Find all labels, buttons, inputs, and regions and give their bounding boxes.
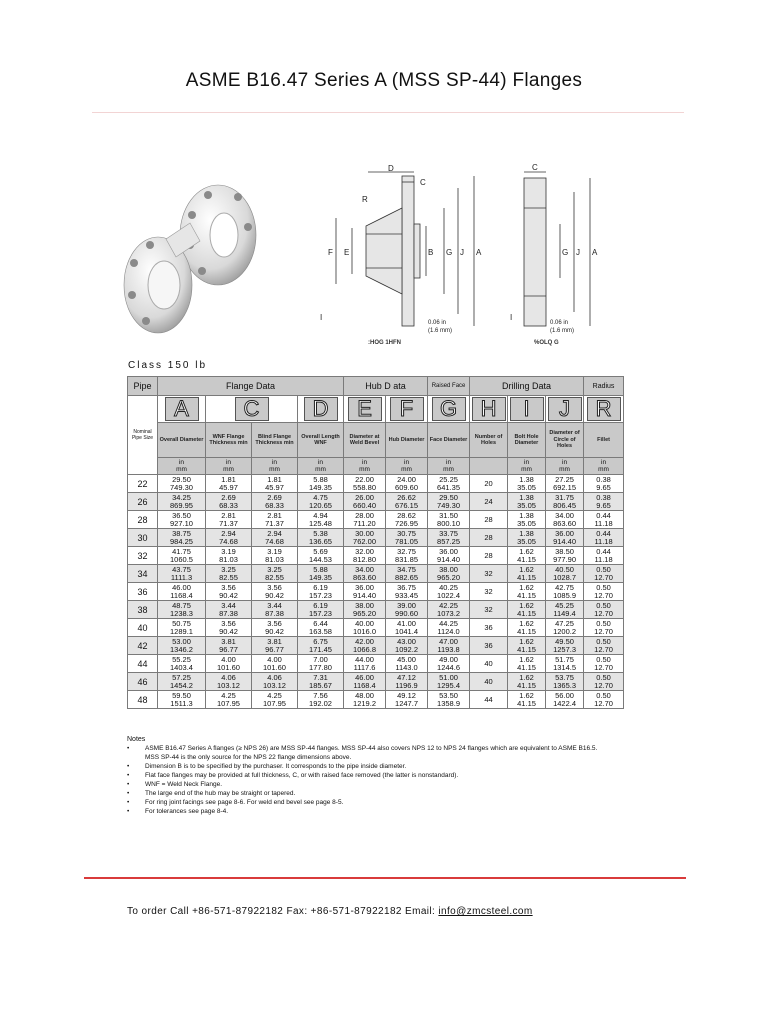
cell-c2: 3.19 81.03	[252, 547, 298, 565]
letter-h: H	[472, 397, 506, 421]
cell-r: 0.38 9.65	[584, 475, 624, 493]
blind-flange-drawing	[510, 163, 610, 343]
cell-g: 49.00 1244.6	[428, 655, 470, 673]
cell-c: 3.56 90.42	[206, 583, 252, 601]
svg-text:A: A	[476, 248, 482, 257]
weld-neck-caption: :HOG 1HFN	[368, 340, 401, 346]
cell-pipe: 34	[128, 565, 158, 583]
cell-c2: 4.06 103.12	[252, 673, 298, 691]
cell-r: 0.44 11.18	[584, 529, 624, 547]
cell-e: 46.00 1168.4	[344, 673, 386, 691]
letter-f: F	[390, 397, 424, 421]
cell-g: 51.00 1295.4	[428, 673, 470, 691]
svg-text:B: B	[428, 248, 434, 257]
cell-f: 32.75 831.85	[386, 547, 428, 565]
cell-i: 1.62 41.15	[508, 637, 546, 655]
cell-j: 51.75 1314.5	[546, 655, 584, 673]
cell-f: 36.75 933.45	[386, 583, 428, 601]
cell-a: 59.50 1511.3	[158, 691, 206, 709]
table-row	[128, 583, 624, 601]
cell-e: 28.00 711.20	[344, 511, 386, 529]
cell-g: 40.25 1022.4	[428, 583, 470, 601]
cell-j: 56.00 1422.4	[546, 691, 584, 709]
cell-c2: 2.69 68.33	[252, 493, 298, 511]
cell-pipe: 26	[128, 493, 158, 511]
cell-g: 29.50 749.30	[428, 493, 470, 511]
desc-bolt-circle-diameter: Diameter of Circle of Holes	[546, 423, 584, 458]
cell-g: 31.50 800.10	[428, 511, 470, 529]
cell-r: 0.38 9.65	[584, 493, 624, 511]
cell-i: 1.38 35.05	[508, 511, 546, 529]
cell-d: 5.38 136.65	[298, 529, 344, 547]
cell-e: 40.00 1016.0	[344, 619, 386, 637]
cell-j: 38.50 977.90	[546, 547, 584, 565]
table-description-row	[128, 423, 624, 458]
cell-a: 57.25 1454.2	[158, 673, 206, 691]
cell-a: 46.00 1168.4	[158, 583, 206, 601]
cell-h: 20	[470, 475, 508, 493]
svg-text:A: A	[592, 248, 598, 257]
notes-section	[127, 735, 607, 816]
cell-c: 3.81 96.77	[206, 637, 252, 655]
cell-d: 6.75 171.45	[298, 637, 344, 655]
desc-fillet: Fillet	[584, 423, 624, 458]
cell-f: 30.75 781.05	[386, 529, 428, 547]
desc-hub-diameter: Hub Diameter	[386, 423, 428, 458]
cell-h: 32	[470, 583, 508, 601]
flange-photo	[120, 183, 260, 343]
cell-c2: 3.25 82.55	[252, 565, 298, 583]
cell-c: 3.25 82.55	[206, 565, 252, 583]
cell-g: 42.25 1073.2	[428, 601, 470, 619]
table-row	[128, 475, 624, 493]
cell-c: 2.69 68.33	[206, 493, 252, 511]
cell-c2: 1.81 45.97	[252, 475, 298, 493]
table-group-header	[128, 377, 624, 396]
table-row	[128, 511, 624, 529]
table-row	[128, 655, 624, 673]
cell-pipe: 40	[128, 619, 158, 637]
table-row	[128, 601, 624, 619]
cell-a: 38.75 984.25	[158, 529, 206, 547]
cell-f: 41.00 1041.4	[386, 619, 428, 637]
group-pipe: Pipe	[128, 377, 158, 396]
cell-g: 25.25 641.35	[428, 475, 470, 493]
cell-a: 48.75 1238.3	[158, 601, 206, 619]
cell-d: 6.19 157.23	[298, 601, 344, 619]
cell-r: 0.50 12.70	[584, 601, 624, 619]
cell-pipe: 38	[128, 601, 158, 619]
notes-list	[127, 744, 607, 816]
group-flange-data: Flange Data	[158, 377, 344, 396]
cell-d: 4.75 120.65	[298, 493, 344, 511]
letter-i: I	[510, 397, 544, 421]
cell-d: 6.44 163.58	[298, 619, 344, 637]
cell-c: 2.81 71.37	[206, 511, 252, 529]
cell-j: 45.25 1149.4	[546, 601, 584, 619]
unit-cell: in mm	[298, 458, 344, 475]
footer-divider	[84, 877, 686, 879]
svg-text:J: J	[460, 248, 464, 257]
table-row	[128, 637, 624, 655]
cell-pipe: 48	[128, 691, 158, 709]
cell-f: 49.12 1247.7	[386, 691, 428, 709]
blind-flange-caption: %OLQ G	[534, 340, 559, 346]
letter-g: G	[432, 397, 466, 421]
flange-figures	[120, 163, 610, 358]
unit-cell: in mm	[428, 458, 470, 475]
svg-text:I: I	[320, 313, 323, 322]
table-row	[128, 673, 624, 691]
cell-d: 7.31 185.67	[298, 673, 344, 691]
cell-h: 40	[470, 655, 508, 673]
cell-c: 3.56 90.42	[206, 619, 252, 637]
cell-r: 0.50 12.70	[584, 691, 624, 709]
cell-h: 28	[470, 529, 508, 547]
desc-overall-diameter: Overall Diameter	[158, 423, 206, 458]
cell-g: 33.75 857.25	[428, 529, 470, 547]
cell-r: 0.50 12.70	[584, 637, 624, 655]
cell-e: 38.00 965.20	[344, 601, 386, 619]
unit-cell: in mm	[546, 458, 584, 475]
cell-d: 4.94 125.48	[298, 511, 344, 529]
cell-c2: 4.25 107.95	[252, 691, 298, 709]
desc-overall-length: Overall Length WNF	[298, 423, 344, 458]
pipe-size-label: Nominal Pipe Size	[128, 396, 158, 475]
cell-d: 7.56 192.02	[298, 691, 344, 709]
svg-text:I: I	[510, 313, 513, 322]
desc-face-diameter: Face Diameter	[428, 423, 470, 458]
unit-cell: in mm	[344, 458, 386, 475]
cell-e: 30.00 762.00	[344, 529, 386, 547]
table-body	[128, 475, 624, 709]
cell-j: 36.00 914.40	[546, 529, 584, 547]
letter-d: D	[304, 397, 338, 421]
cell-c: 4.06 103.12	[206, 673, 252, 691]
cell-h: 32	[470, 565, 508, 583]
cell-r: 0.44 11.18	[584, 547, 624, 565]
cell-r: 0.50 12.70	[584, 565, 624, 583]
cell-c: 3.44 87.38	[206, 601, 252, 619]
contact-text: To order Call +86-571-87922182 Fax: +86-571-87922182 Email:	[127, 906, 439, 917]
table-row	[128, 691, 624, 709]
cell-g: 53.50 1358.9	[428, 691, 470, 709]
cell-a: 41.75 1060.5	[158, 547, 206, 565]
cell-g: 47.00 1193.8	[428, 637, 470, 655]
table-letter-row	[128, 396, 624, 423]
cell-d: 6.19 157.23	[298, 583, 344, 601]
notes-title: Notes	[127, 736, 146, 743]
cell-i: 1.62 41.15	[508, 673, 546, 691]
dimensions-table-wrap	[127, 376, 615, 709]
svg-text:F: F	[328, 248, 333, 257]
note-item: • The large end of the hub may be straight or tapered.	[127, 789, 607, 798]
cell-c2: 2.94 74.68	[252, 529, 298, 547]
cell-i: 1.38 35.05	[508, 475, 546, 493]
desc-wnf-thickness: WNF Flange Thickness min	[206, 423, 252, 458]
cell-e: 26.00 660.40	[344, 493, 386, 511]
cell-f: 24.00 609.60	[386, 475, 428, 493]
cell-h: 40	[470, 673, 508, 691]
letter-j: J	[548, 397, 582, 421]
unit-cell: in mm	[158, 458, 206, 475]
cell-f: 26.62 676.15	[386, 493, 428, 511]
cell-c: 2.94 74.68	[206, 529, 252, 547]
letter-e: E	[348, 397, 382, 421]
cell-a: 43.75 1111.3	[158, 565, 206, 583]
cell-pipe: 42	[128, 637, 158, 655]
cell-g: 38.00 965.20	[428, 565, 470, 583]
table-row	[128, 529, 624, 547]
cell-g: 44.25 1124.0	[428, 619, 470, 637]
desc-weld-bevel-diameter: Diameter at Weld Bevel	[344, 423, 386, 458]
cell-a: 50.75 1289.1	[158, 619, 206, 637]
svg-text:C: C	[420, 178, 426, 187]
note-item: • For ring joint facings see page 8-6. For weld end bevel see page 8-5.	[127, 798, 607, 807]
cell-c2: 3.44 87.38	[252, 601, 298, 619]
cell-h: 28	[470, 511, 508, 529]
cell-e: 48.00 1219.2	[344, 691, 386, 709]
cell-d: 7.00 177.80	[298, 655, 344, 673]
cell-i: 1.62 41.15	[508, 655, 546, 673]
dimensions-table	[127, 376, 624, 709]
svg-text:G: G	[562, 248, 569, 257]
cell-i: 1.62 41.15	[508, 601, 546, 619]
table-row	[128, 493, 624, 511]
cell-c2: 3.81 96.77	[252, 637, 298, 655]
svg-text:(1.6 mm): (1.6 mm)	[428, 328, 452, 334]
table-row	[128, 619, 624, 637]
cell-f: 28.62 726.95	[386, 511, 428, 529]
title-divider	[92, 112, 684, 113]
cell-pipe: 36	[128, 583, 158, 601]
cell-r: 0.50 12.70	[584, 619, 624, 637]
cell-i: 1.62 41.15	[508, 619, 546, 637]
cell-pipe: 28	[128, 511, 158, 529]
page-title: ASME B16.47 Series A (MSS SP-44) Flanges	[185, 70, 583, 91]
cell-pipe: 30	[128, 529, 158, 547]
cell-c: 4.25 107.95	[206, 691, 252, 709]
unit-cell: in mm	[206, 458, 252, 475]
unit-cell	[470, 458, 508, 475]
email-link[interactable]: info@zmcsteel.com	[438, 906, 533, 917]
cell-e: 22.00 558.80	[344, 475, 386, 493]
note-item: • ASME B16.47 Series A flanges (≥ NPS 26) are MSS SP-44 flanges. MSS SP-44 also covers NPS 12 to NPS 24 flanges which are equivalent to ASME B16.5. MSS SP-44 is the only source for the NPS 22 flange dimensions above.	[127, 744, 607, 762]
cell-pipe: 32	[128, 547, 158, 565]
group-radius: Radius	[584, 377, 624, 396]
cell-a: 55.25 1403.4	[158, 655, 206, 673]
cell-e: 42.00 1066.8	[344, 637, 386, 655]
cell-a: 29.50 749.30	[158, 475, 206, 493]
cell-c: 3.19 81.03	[206, 547, 252, 565]
desc-blind-thickness: Blind Flange Thickness min	[252, 423, 298, 458]
cell-j: 27.25 692.15	[546, 475, 584, 493]
cell-c2: 2.81 71.37	[252, 511, 298, 529]
cell-r: 0.50 12.70	[584, 655, 624, 673]
cell-r: 0.50 12.70	[584, 583, 624, 601]
cell-i: 1.62 41.15	[508, 691, 546, 709]
cell-e: 32.00 812.80	[344, 547, 386, 565]
svg-text:0.06 in: 0.06 in	[550, 320, 569, 326]
cell-f: 47.12 1196.9	[386, 673, 428, 691]
svg-text:G: G	[446, 248, 453, 257]
cell-f: 43.00 1092.2	[386, 637, 428, 655]
group-raised-face: Raised Face	[428, 377, 470, 396]
unit-cell: in mm	[508, 458, 546, 475]
group-drilling-data: Drilling Data	[470, 377, 584, 396]
cell-e: 36.00 914.40	[344, 583, 386, 601]
svg-text:(1.6 mm): (1.6 mm)	[550, 328, 574, 334]
cell-h: 28	[470, 547, 508, 565]
desc-bolt-hole-diameter: Bolt Hole Diameter	[508, 423, 546, 458]
cell-c: 1.81 45.97	[206, 475, 252, 493]
svg-text:R: R	[362, 195, 368, 204]
cell-j: 47.25 1200.2	[546, 619, 584, 637]
cell-pipe: 46	[128, 673, 158, 691]
svg-text:E: E	[344, 248, 350, 257]
cell-f: 34.75 882.65	[386, 565, 428, 583]
cell-r: 0.44 11.18	[584, 511, 624, 529]
cell-j: 42.75 1085.9	[546, 583, 584, 601]
svg-text:0.06 in: 0.06 in	[428, 320, 447, 326]
note-item: • WNF = Weld Neck Flange.	[127, 780, 607, 789]
unit-cell: in mm	[386, 458, 428, 475]
cell-j: 34.00 863.60	[546, 511, 584, 529]
cell-pipe: 22	[128, 475, 158, 493]
cell-j: 53.75 1365.3	[546, 673, 584, 691]
note-item: • For tolerances see page 8-4.	[127, 807, 607, 816]
table-row	[128, 565, 624, 583]
cell-i: 1.62 41.15	[508, 547, 546, 565]
cell-c2: 3.56 90.42	[252, 619, 298, 637]
cell-e: 44.00 1117.6	[344, 655, 386, 673]
cell-d: 5.88 149.35	[298, 475, 344, 493]
letter-a: A	[165, 397, 199, 421]
cell-c: 4.00 101.60	[206, 655, 252, 673]
cell-c2: 3.56 90.42	[252, 583, 298, 601]
unit-cell: in mm	[584, 458, 624, 475]
contact-footer	[127, 906, 533, 917]
cell-f: 45.00 1143.0	[386, 655, 428, 673]
cell-j: 31.75 806.45	[546, 493, 584, 511]
cell-d: 5.88 149.35	[298, 565, 344, 583]
pressure-class-label: Class 150 lb	[128, 360, 208, 371]
letter-c: C	[235, 397, 269, 421]
cell-g: 36.00 914.40	[428, 547, 470, 565]
cell-e: 34.00 863.60	[344, 565, 386, 583]
cell-a: 34.25 869.95	[158, 493, 206, 511]
cell-pipe: 44	[128, 655, 158, 673]
cell-d: 5.69 144.53	[298, 547, 344, 565]
unit-cell: in mm	[252, 458, 298, 475]
letter-r: R	[587, 397, 621, 421]
cell-r: 0.50 12.70	[584, 673, 624, 691]
note-item: • Flat face flanges may be provided at full thickness, C, or with raised face removed (the latter is nonstandard).	[127, 771, 607, 780]
cell-f: 39.00 990.60	[386, 601, 428, 619]
cell-j: 49.50 1257.3	[546, 637, 584, 655]
cell-j: 40.50 1028.7	[546, 565, 584, 583]
svg-text:J: J	[576, 248, 580, 257]
weld-neck-drawing	[316, 164, 506, 343]
note-item: • Dimension B is to be specified by the purchaser. It corresponds to the pipe inside diameter.	[127, 762, 607, 771]
cell-c2: 4.00 101.60	[252, 655, 298, 673]
cell-a: 53.00 1346.2	[158, 637, 206, 655]
svg-text:C: C	[532, 163, 538, 172]
cell-h: 44	[470, 691, 508, 709]
cell-i: 1.62 41.15	[508, 565, 546, 583]
desc-number-of-holes: Number of Holes	[470, 423, 508, 458]
cell-h: 32	[470, 601, 508, 619]
cell-h: 36	[470, 637, 508, 655]
svg-text:D: D	[388, 164, 394, 173]
table-units-row	[128, 458, 624, 475]
cell-h: 36	[470, 619, 508, 637]
cell-h: 24	[470, 493, 508, 511]
cell-a: 36.50 927.10	[158, 511, 206, 529]
table-row	[128, 547, 624, 565]
group-hub-data: Hub D ata	[344, 377, 428, 396]
cell-i: 1.38 35.05	[508, 493, 546, 511]
cell-i: 1.62 41.15	[508, 583, 546, 601]
cell-i: 1.38 35.05	[508, 529, 546, 547]
